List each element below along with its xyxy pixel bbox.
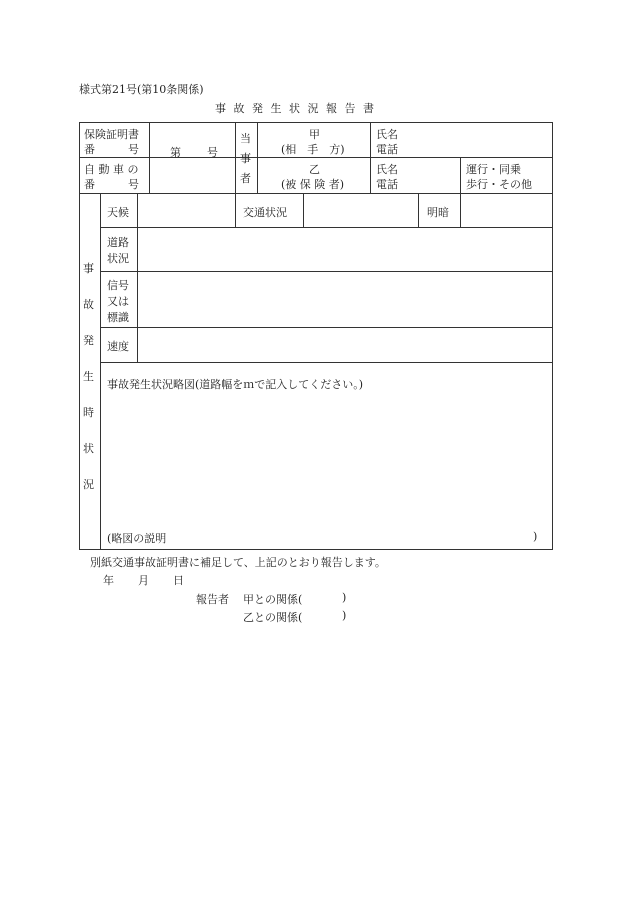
sketch-title: 事故発生状況略図(道路幅をｍで記入してください。): [107, 378, 364, 391]
side-char-6: 状: [83, 442, 94, 455]
col-status-divider: [460, 157, 461, 193]
form-title: 事 故 発 生 状 況 報 告 書: [215, 102, 376, 115]
col-traffic-right: [303, 193, 304, 227]
road-row-bottom: [100, 271, 552, 272]
sketch-note-close: ): [533, 530, 538, 543]
date-month: 月: [138, 574, 149, 587]
sketch-note-open: (略図の説明: [107, 532, 167, 545]
party-b-status-1: 運行・同乗: [466, 163, 521, 176]
relation-a-label: 甲との関係(: [243, 593, 303, 606]
side-char-1: 事: [83, 262, 94, 275]
table-right-border: [552, 122, 553, 550]
side-char-3: 発: [83, 334, 94, 347]
vehicle-label-1: 自 動 車 の: [84, 163, 139, 176]
col-light-left: [418, 193, 419, 227]
party-a-name-label: 氏名: [376, 128, 398, 141]
reporter-label: 報告者: [196, 593, 229, 606]
signal-label-2: 又は: [107, 295, 129, 308]
col-side-label-divider: [100, 193, 101, 550]
weather-label: 天候: [107, 206, 129, 219]
side-char-2: 故: [83, 298, 94, 311]
col-light-right: [460, 193, 461, 227]
table-left-border: [79, 122, 80, 550]
col-item-label-divider: [137, 193, 138, 362]
signal-label-1: 信号: [107, 279, 129, 292]
side-char-7: 況: [83, 478, 94, 491]
col-traffic-left: [235, 193, 236, 227]
party-b-phone-label: 電話: [376, 178, 398, 191]
side-char-5: 時: [83, 406, 94, 419]
table-bottom-border: [79, 549, 552, 550]
insurance-dai: 第: [170, 146, 181, 159]
traffic-label: 交通状況: [243, 206, 287, 219]
signal-row-bottom: [100, 327, 552, 328]
col-tojisha-left: [235, 122, 236, 193]
row2-bottom-border: [79, 193, 552, 194]
date-year: 年: [103, 574, 114, 587]
tojisha-char-1: 当: [240, 132, 251, 145]
supplement-text: 別紙交通事故証明書に補足して、上記のとおり報告します。: [90, 556, 386, 569]
party-b-status-2: 歩行・その他: [466, 178, 532, 191]
insurance-go: 号: [207, 146, 218, 159]
insurance-label-1: 保険証明書: [84, 128, 139, 141]
col-label-divider: [149, 122, 150, 193]
side-char-4: 生: [83, 370, 94, 383]
insurance-label-2: 番 号: [84, 143, 139, 156]
tojisha-char-3: 者: [240, 172, 251, 185]
vehicle-label-2: 番 号: [84, 178, 139, 191]
relation-b-label: 乙との関係(: [243, 611, 303, 624]
party-b-role: (被 保 険 者): [281, 178, 345, 191]
party-b-name-label: 氏名: [376, 163, 398, 176]
road-label-2: 状況: [107, 252, 129, 265]
signal-label-3: 標識: [107, 311, 129, 324]
form-id: 様式第21号(第10条関係): [79, 83, 204, 96]
col-tojisha-right: [257, 122, 258, 193]
speed-label: 速度: [107, 340, 129, 353]
party-b-label: 乙: [309, 163, 320, 176]
speed-row-bottom: [100, 362, 552, 363]
party-a-role: (相 手 方): [281, 143, 345, 156]
relation-a-close: ): [342, 591, 347, 604]
date-day: 日: [173, 574, 184, 587]
tojisha-char-2: 事: [240, 152, 251, 165]
weather-row-bottom: [100, 227, 552, 228]
party-a-phone-label: 電話: [376, 143, 398, 156]
road-label-1: 道路: [107, 236, 129, 249]
relation-b-close: ): [342, 609, 347, 622]
light-label: 明暗: [427, 206, 449, 219]
party-a-label: 甲: [309, 128, 320, 141]
col-party-divider: [370, 122, 371, 193]
